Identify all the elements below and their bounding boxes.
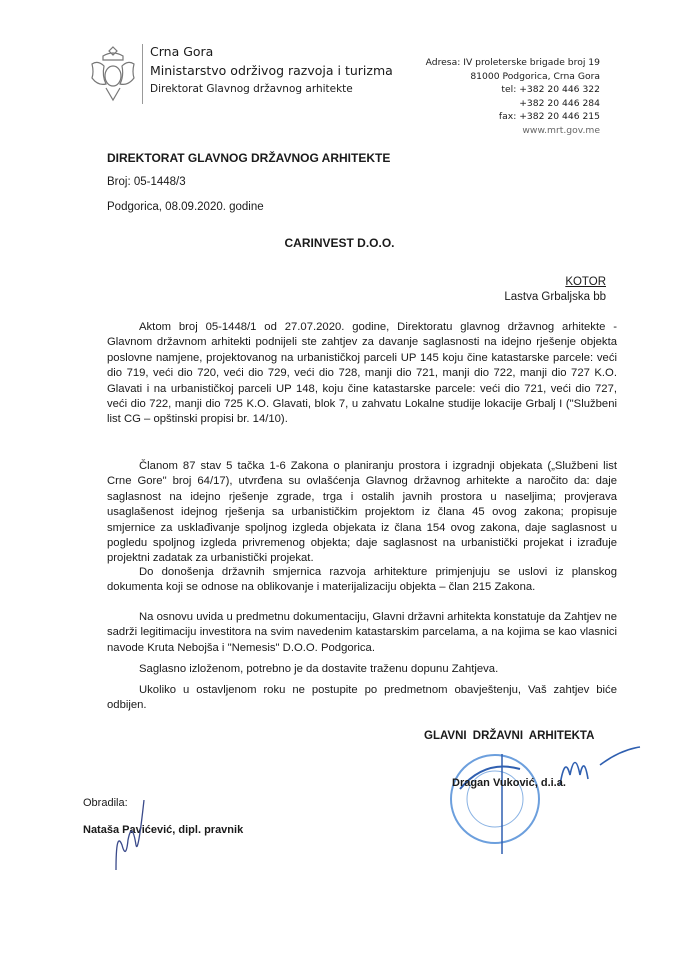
signature-icon [555,745,645,795]
ministry-name: Ministarstvo održivog razvoja i turizma [150,63,393,78]
recipient-city: KOTOR [565,276,606,288]
body-paragraph: Ukoliko u ostavljenom roku ne postupite po predmetnom obavještenju, Vaš zahtjev biće odbijen. [107,684,617,712]
coat-of-arms-icon [88,44,138,104]
signatory-title: GLAVNI DRŽAVNI ARHITEKTA [424,730,595,742]
fax: fax: +382 20 446 215 [498,111,600,122]
address-line: Adresa: IV proleterske brigade broj 19 [425,57,600,68]
letterhead-divider [142,44,143,104]
address-block [426,56,600,137]
body-paragraph: Saglasno izloženom, potrebno je da dostavite traženu dopunu Zahtjeva. [139,663,499,675]
prepared-by-label: Obradila: [83,797,128,809]
recipient-address: Lastva Grbaljska bb [504,291,606,303]
directorate-name: Direktorat Glavnog državnog arhitekte [150,83,353,95]
signatory-name: Dragan Vuković, d.i.a. [452,777,566,789]
document-title: DIREKTORAT GLAVNOG DRŽAVNOG ARHITEKTE [107,151,391,165]
place-date: Podgorica, 08.09.2020. godine [107,201,264,213]
website-link[interactable]: www.mrt.gov.me [522,124,600,136]
recipient-name: CARINVEST D.O.O. [284,236,395,250]
phone-1: tel: +382 20 446 322 [501,84,600,95]
body-paragraph: Aktom broj 05-1448/1 od 27.07.2020. godine, Direktoratu glavnog državnog arhitekte - Glavnom državnom arhitekti podnijeli ste zahtjev za davanje saglasnosti na idejno rješenje objekta poslovne namjene, projektovanog na urbanističkoj parceli UP 145 koju čine katastarske parcele: veći dio 719, veći dio 720, veći dio 729, veći dio 728, manji dio 721, manji dio 722, manji dio 727 K.O. Glavati i na urbanističkoj parceli UP 148, koju čine katastarske parcele: veći dio 721, veći dio 727, veći dio 722, manji dio 725 K.O. Glavati, blok 7, u zahvatu Lokalne studije lokacije Grbalj I ("Službeni list CG – opštinski propisi br. 14/10). [107,321,617,426]
body-paragraph: Do donošenja državnih smjernica razvoja arhitekture primjenjuju se uslovi iz planskog dokumenta koji se odnose na oblikovanje i materijalizaciju objekta – član 215 Zakona. [107,566,617,594]
initials-signature-icon [108,800,158,875]
document-number: Broj: 05-1448/3 [107,176,186,188]
official-stamp-icon [440,744,550,854]
body-paragraph: Članom 87 stav 5 tačka 1-6 Zakona o planiranju prostora i izgradnji objekata („Službeni list Crne Gore" broj 64/17), utvrđena su ovlašćenja Glavnog državnog arhitekte a naročito da: daje saglasnost na idejno rješenje zgrade, trga i ostalih javnih prostora u naseljima; provjerava usaglašenost idejnog rješenja sa urbanističkim projektom iz člana 45 ovog zakona; propisuje smjernice za usklađivanje spoljnog izgleda objekata iz člana 154 ovog zakona, daje saglasnost u pogledu spoljnog izgleda privremenog objekta; daje saglasnost na urbanistički projekat i izrađuje projektni zadatak za urbanistički projekat. [107,460,617,565]
phone-2: +382 20 446 284 [519,97,600,109]
prepared-by-name: Nataša Pavićević, dipl. pravnik [83,824,244,836]
body-paragraph: Na osnovu uvida u predmetnu dokumentaciju, Glavni državni arhitekta konstatuje da Zahtjev ne sadrži legitimaciju investitora na svim navedenim katastarskim parcelama, a na kojima se kao vlasnici navode Kruta Nebojša i "Nemesis" D.O.O. Podgorica. [107,611,617,654]
address-city: 81000 Podgorica, Crna Gora [470,70,600,82]
country-name: Crna Gora [150,44,214,59]
